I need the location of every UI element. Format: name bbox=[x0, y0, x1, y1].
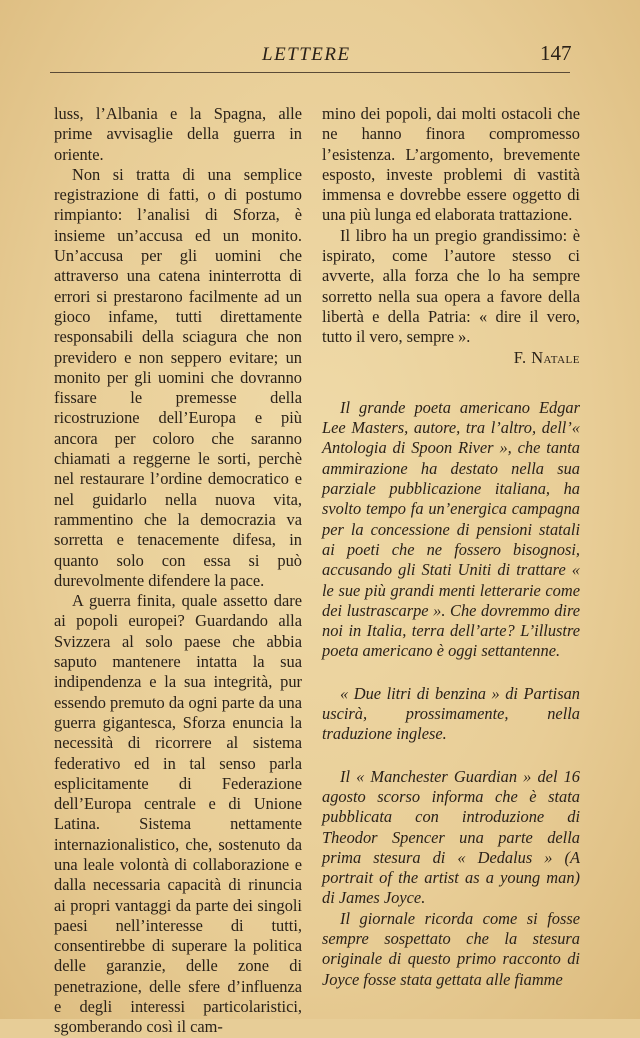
paragraph: mino dei popoli, dai molti ostacoli che ne hanno finora compromesso l’esistenza. L’argomento, brevemente esposto, investe problemi di vastità immensa e dovrebbe essere oggetto di una più lunga ed elaborata trattazione. bbox=[322, 104, 580, 225]
paragraph: Il libro ha un pregio grandissimo: è ispirato, come l’autore stesso ci avverte, alla forza che lo ha sempre sorretto nella sua opera a favore della libertà e della Patria: « dire il vero, tutto il vero, sempre ». bbox=[322, 225, 580, 347]
news-item: Il grande poeta americano Edgar Lee Masters, autore, tra l’altro, dell’« Antologia di Spoon River », che tanta ammirazione ha destato nella sua parziale pubblicazione italiana, ha svolto tempo fa un’energica campagna per la concessione di pensioni statali ai poeti che ne fossero bisognosi, accusando gli Stati Uniti di trattare « le sue più grandi menti letterarie come dei lustrascarpe ». Che dovremmo dire noi in Italia, terra dell’arte? L’illustre poeta americano è oggi settantenne. bbox=[322, 397, 580, 661]
section-gap bbox=[322, 368, 580, 398]
paragraph: A guerra finita, quale assetto dare ai popoli europei? Guardando alla Svizzera al solo paese che abbia saputo mantenere intatta la sua indipendenza e la sua integrità, pur essendo premuto da ogni parte da una guerra gigantesca, Sforza enuncia la necessità di ricorrere al sistema federativo ed in tal senso parla esplicitamente di Federazione dell’Europa centrale e di Unione Latina. Sistema nettamente internazionalistico, che, sostenuto da una leale volontà di collaborazione e dalla necessaria capacità di rinuncia ai propri vantaggi da parte dei singoli paesi nell’interesse di tutti, consentirebbe di superare la politica delle garanzie, delle zone di penetrazione, delle sfere d’influenza e degli interessi particolaristici, sgomberando così il cam- bbox=[54, 591, 302, 1037]
section-gap bbox=[322, 662, 580, 684]
news-item: « Due litri di benzina » di Partisan uscirà, prossimamente, nella traduzione inglese. bbox=[322, 683, 580, 744]
paragraph: luss, l’Albania e la Spagna, alle prime avvisaglie della guerra in oriente. bbox=[54, 104, 302, 164]
section-gap bbox=[322, 745, 580, 767]
running-title: LETTERE bbox=[262, 44, 351, 65]
author-signature: F. Natale bbox=[513, 347, 580, 367]
header-rule bbox=[50, 72, 570, 73]
news-item: Il « Manchester Guardian » del 16 agosto scorso informa che è stata pubblicata con introduzione di Theodor Spencer una parte della prima stesura di « Dedalus » (A portrait of the artist as a young man) di James Joyce. bbox=[322, 766, 580, 908]
page-number: 147 bbox=[540, 41, 572, 65]
left-column bbox=[54, 104, 302, 1038]
news-item: Il giornale ricorda come si fosse sempre sospettato che la stesura originale di questo primo racconto di Joyce fosse stata gettata alle fiamme bbox=[322, 908, 580, 989]
paragraph: Non si tratta di una semplice registrazione di fatti, o di postumo rimpianto: l’analisi di Sforza, è insieme un’accusa ed un monito. Un’accusa per gli uomini che attraverso una catena ininterrotta di errori si prestarono facilmente ad un gioco infame, tutti direttamente responsabili della sciagura che non previdero e non seppero evitare; un monito per gli uomini che dovranno fissare le premesse della ricostruzione dell’Europa e più ancora per coloro che saranno chiamati a reggerne le sorti, perchè nel restaurare l’ordine democratico e nel guidarlo nella nuova vita, rammentino che la democrazia va sorretta e tenacemente difesa, in quanto solo con essa si può durevolmente difendere la pace. bbox=[54, 164, 302, 590]
right-column bbox=[322, 104, 580, 990]
